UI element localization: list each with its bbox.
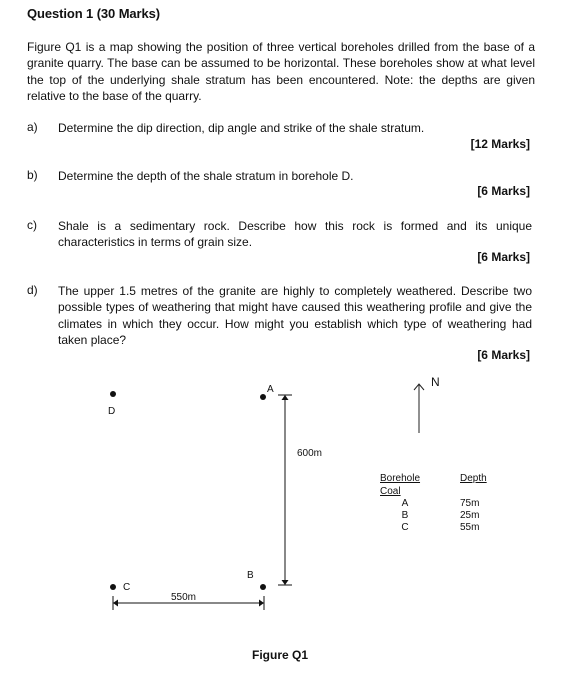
borehole-d-label: D — [108, 406, 116, 417]
question-a-letter: a) — [27, 120, 38, 134]
question-b-text: Determine the depth of the shale stratum in borehole D. — [58, 169, 354, 183]
table-row-depth-b: 25m — [460, 510, 480, 521]
question-b-letter: b) — [27, 168, 38, 182]
borehole-a-label: A — [267, 384, 274, 395]
question-c-marks: [6 Marks] — [477, 250, 530, 264]
question-heading: Question 1 (30 Marks) — [27, 6, 160, 21]
north-arrow-icon — [414, 384, 424, 433]
table-row-borehole-c: C — [401, 522, 409, 533]
table-header-coal: Coal — [380, 486, 401, 497]
north-label: N — [431, 375, 440, 389]
intro-paragraph: Figure Q1 is a map showing the position of three vertical boreholes drilled from the base of a granite quarry. The base can be assumed to be horizontal. These boreholes show at what level the top of the underlying shale stratum has been encountered. Note: the depths are given relative to the base of the quarry. — [27, 40, 535, 103]
table-row-depth-a: 75m — [460, 498, 480, 509]
borehole-c-marker — [110, 584, 116, 590]
question-b-marks: [6 Marks] — [477, 184, 530, 198]
question-c-letter: c) — [27, 218, 37, 232]
question-a-marks: [12 Marks] — [470, 137, 530, 151]
borehole-depth-table — [380, 473, 487, 533]
vertical-dimension-line — [278, 395, 292, 585]
table-row-borehole-a: A — [401, 498, 409, 509]
table-row-depth-c: 55m — [460, 522, 480, 533]
table-header-borehole: Borehole — [380, 473, 421, 484]
table-row-borehole-b: B — [401, 510, 409, 521]
horizontal-distance-label: 550m — [171, 592, 197, 603]
borehole-a-marker — [260, 394, 266, 400]
question-c-text: Shale is a sedimentary rock. Describe how this rock is formed and its unique characteristics in terms of grain size. — [58, 219, 532, 250]
borehole-b-marker — [260, 584, 266, 590]
question-a-text: Determine the dip direction, dip angle and strike of the shale stratum. — [58, 121, 425, 135]
borehole-c-label: C — [123, 582, 131, 593]
table-header-depth: Depth — [460, 473, 487, 484]
question-d-marks: [6 Marks] — [477, 348, 530, 362]
borehole-b-label: B — [247, 570, 254, 581]
question-d-letter: d) — [27, 283, 38, 297]
figure-caption: Figure Q1 — [252, 648, 309, 662]
borehole-d-marker — [110, 391, 116, 397]
question-d-text: The upper 1.5 metres of the granite are highly to completely weathered. Describe two possible types of weathering that might have caused this weathering profile and give the climates in which they occur. How might you establish which type of weathering had taken place? — [58, 284, 532, 347]
vertical-distance-label: 600m — [297, 448, 323, 459]
